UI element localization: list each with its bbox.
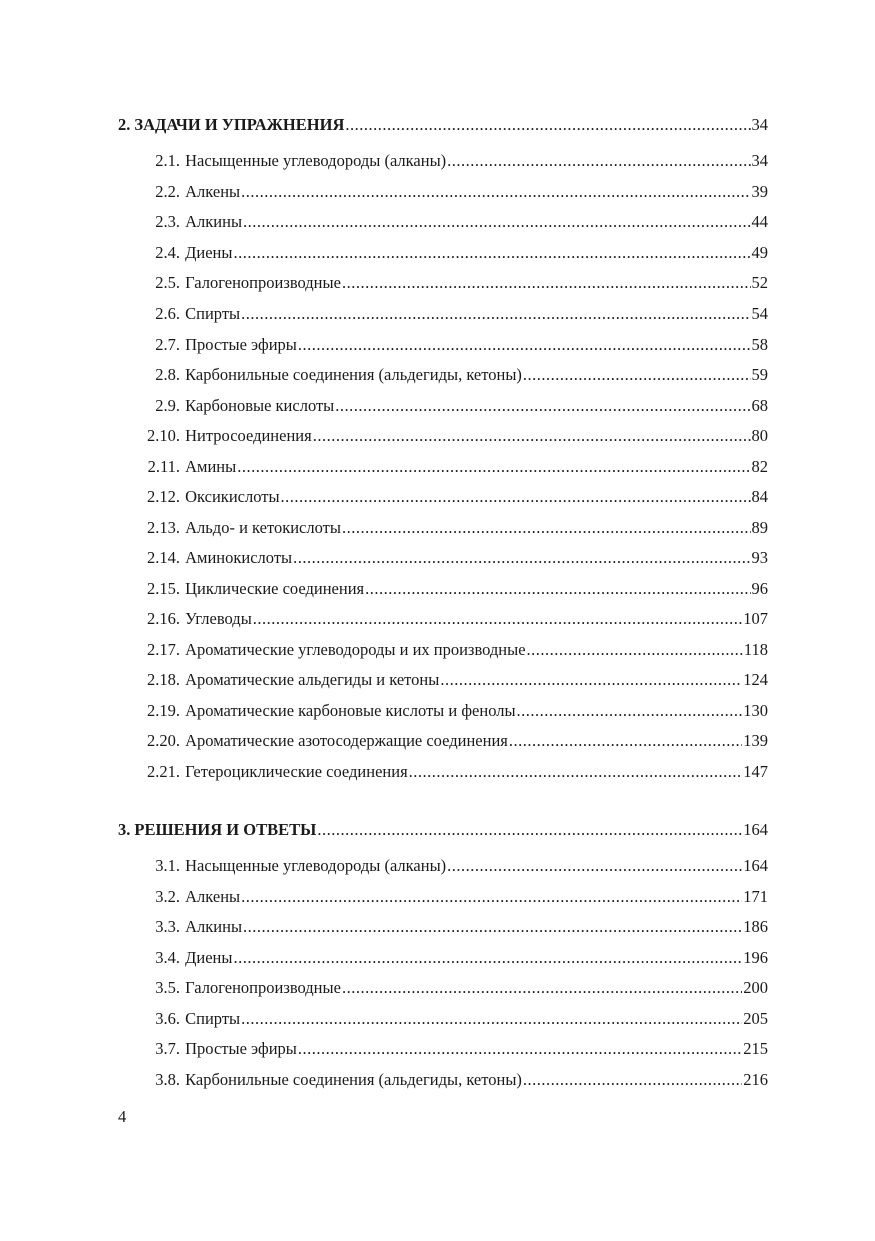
entry-title: Алкены	[185, 887, 241, 906]
dot-leader	[365, 578, 750, 600]
entry-number: 2.14.	[147, 548, 180, 567]
entry-title: Оксикислоты	[185, 487, 280, 506]
dot-leader	[237, 456, 750, 478]
entry-number: 2.3.	[155, 212, 180, 231]
dot-leader	[233, 947, 742, 969]
toc-entry	[118, 1069, 768, 1091]
entry-number: 2.12.	[147, 487, 180, 506]
entry-page: 200	[743, 978, 768, 997]
dot-leader	[509, 730, 742, 752]
dot-leader	[293, 547, 750, 569]
entry-title: Диены	[185, 243, 233, 262]
dot-leader	[342, 977, 742, 999]
entry-title: Карбоновые кислоты	[185, 396, 335, 415]
entry-title: Ароматические углеводороды и их производные	[185, 640, 526, 659]
entry-page: 52	[751, 273, 768, 292]
entry-page: 186	[743, 917, 768, 936]
entry-page: 82	[751, 457, 768, 476]
entry-page: 118	[743, 640, 768, 659]
entry-title: Циклические соединения	[185, 579, 365, 598]
toc-entry	[118, 947, 768, 969]
entry-page: 96	[751, 579, 768, 598]
toc-entry	[118, 334, 768, 356]
dot-leader	[409, 761, 743, 783]
dot-leader	[241, 886, 742, 908]
toc-entry	[118, 395, 768, 417]
dot-leader	[317, 819, 742, 841]
toc-entry	[118, 639, 768, 661]
section-title: РЕШЕНИЯ И ОТВЕТЫ	[134, 820, 317, 839]
entry-page: 44	[751, 212, 768, 231]
toc-entry	[118, 669, 768, 691]
dot-leader	[342, 517, 751, 539]
toc-entry	[118, 150, 768, 172]
toc-entry	[118, 181, 768, 203]
entry-number: 2.1.	[155, 151, 180, 170]
dot-leader	[447, 150, 750, 172]
entry-page: 164	[743, 856, 768, 875]
section-title: ЗАДАЧИ И УПРАЖНЕНИЯ	[134, 115, 345, 134]
dot-leader	[440, 669, 742, 691]
entry-number: 2.8.	[155, 365, 180, 384]
entry-title: Ароматические карбоновые кислоты и фенолы	[185, 701, 516, 720]
dot-leader	[345, 114, 750, 136]
dot-leader	[342, 272, 751, 294]
entry-number: 2.21.	[147, 762, 180, 781]
entry-page: 54	[751, 304, 768, 323]
entry-number: 2.17.	[147, 640, 180, 659]
entry-page: 215	[743, 1039, 768, 1058]
toc-entry	[118, 456, 768, 478]
entry-page: 93	[751, 548, 768, 567]
toc-entry	[118, 486, 768, 508]
toc-entry	[118, 242, 768, 264]
entry-page: 216	[743, 1070, 768, 1089]
toc-entry	[118, 730, 768, 752]
dot-leader	[253, 608, 742, 630]
entry-title: Спирты	[185, 304, 241, 323]
entry-page: 205	[743, 1009, 768, 1028]
entry-page: 34	[751, 151, 768, 170]
dot-leader	[241, 1008, 742, 1030]
entry-page: 68	[751, 396, 768, 415]
dot-leader	[281, 486, 751, 508]
toc-entry	[118, 272, 768, 294]
entry-page: 124	[743, 670, 768, 689]
entry-page: 84	[751, 487, 768, 506]
section-page: 164	[743, 820, 768, 839]
toc-entry	[118, 855, 768, 877]
entry-number: 2.11.	[147, 457, 180, 476]
entry-title: Спирты	[185, 1009, 241, 1028]
entry-page: 196	[743, 948, 768, 967]
toc-section-heading	[118, 819, 768, 841]
toc-entry	[118, 547, 768, 569]
toc-entry	[118, 916, 768, 938]
toc-entry	[118, 578, 768, 600]
entry-title: Алкины	[185, 212, 243, 231]
entry-number: 3.3.	[155, 917, 180, 936]
dot-leader	[241, 181, 750, 203]
entry-page: 49	[751, 243, 768, 262]
toc-entry	[118, 1038, 768, 1060]
toc-entry	[118, 886, 768, 908]
entry-title: Алкены	[185, 182, 241, 201]
entry-title: Гетероциклические соединения	[185, 762, 408, 781]
section-number: 3.	[118, 820, 131, 839]
entry-page: 107	[743, 609, 768, 628]
entry-number: 2.18.	[147, 670, 180, 689]
dot-leader	[447, 855, 742, 877]
entry-number: 3.2.	[155, 887, 180, 906]
toc-entry	[118, 977, 768, 999]
dot-leader	[523, 364, 751, 386]
entry-title: Простые эфиры	[185, 1039, 297, 1058]
dot-leader	[298, 1038, 742, 1060]
entry-number: 2.6.	[155, 304, 180, 323]
entry-number: 3.1.	[155, 856, 180, 875]
dot-leader	[298, 334, 751, 356]
entry-page: 89	[751, 518, 768, 537]
entry-title: Углеводы	[185, 609, 252, 628]
toc-section-heading	[118, 114, 768, 136]
toc-entry	[118, 517, 768, 539]
entry-title: Амины	[185, 457, 237, 476]
entry-page: 171	[743, 887, 768, 906]
section-page: 34	[751, 115, 768, 134]
entry-title: Галогенопроизводные	[185, 273, 341, 292]
dot-leader	[243, 211, 750, 233]
entry-number: 2.20.	[147, 731, 180, 750]
entry-title: Насыщенные углеводороды (алканы)	[185, 856, 447, 875]
entry-number: 2.7.	[155, 335, 180, 354]
dot-leader	[233, 242, 750, 264]
dot-leader	[243, 916, 742, 938]
entry-number: 2.5.	[155, 273, 180, 292]
toc-entry	[118, 303, 768, 325]
entry-number: 3.5.	[155, 978, 180, 997]
entry-title: Алкины	[185, 917, 243, 936]
entry-title: Диены	[185, 948, 233, 967]
dot-leader	[241, 303, 750, 325]
entry-page: 147	[743, 762, 768, 781]
dot-leader	[527, 639, 743, 661]
entry-number: 3.8.	[155, 1070, 180, 1089]
entry-page: 139	[743, 731, 768, 750]
entry-number: 3.7.	[155, 1039, 180, 1058]
entry-title: Альдо- и кетокислоты	[185, 518, 341, 537]
entry-title: Насыщенные углеводороды (алканы)	[185, 151, 447, 170]
dot-leader	[335, 395, 750, 417]
toc-entry	[118, 425, 768, 447]
entry-number: 2.16.	[147, 609, 180, 628]
toc-entry	[118, 761, 768, 783]
entry-page: 80	[751, 426, 768, 445]
entry-title: Аминокислоты	[185, 548, 293, 567]
toc-entry	[118, 364, 768, 386]
entry-number: 2.2.	[155, 182, 180, 201]
entry-title: Ароматические азотосодержащие соединения	[185, 731, 508, 750]
entry-title: Простые эфиры	[185, 335, 297, 354]
entry-title: Карбонильные соединения (альдегиды, кетоны)	[185, 1070, 522, 1089]
toc-entry	[118, 1008, 768, 1030]
entry-number: 2.9.	[155, 396, 180, 415]
entry-title: Карбонильные соединения (альдегиды, кетоны)	[185, 365, 522, 384]
toc-entry	[118, 608, 768, 630]
section-number: 2.	[118, 115, 131, 134]
page-number: 4	[118, 1107, 127, 1126]
entry-number: 3.4.	[155, 948, 180, 967]
entry-number: 2.19.	[147, 701, 180, 720]
entry-title: Нитросоединения	[185, 426, 312, 445]
entry-number: 2.13.	[147, 518, 180, 537]
dot-leader	[523, 1069, 742, 1091]
entry-number: 2.10.	[147, 426, 180, 445]
entry-number: 2.4.	[155, 243, 180, 262]
toc-entry	[118, 700, 768, 722]
toc-entry	[118, 211, 768, 233]
dot-leader	[313, 425, 751, 447]
entry-page: 59	[751, 365, 768, 384]
entry-number: 2.15.	[147, 579, 180, 598]
entry-title: Ароматические альдегиды и кетоны	[185, 670, 440, 689]
entry-page: 58	[751, 335, 768, 354]
entry-title: Галогенопроизводные	[185, 978, 341, 997]
dot-leader	[517, 700, 743, 722]
entry-number: 3.6.	[155, 1009, 180, 1028]
entry-page: 130	[743, 701, 768, 720]
entry-page: 39	[751, 182, 768, 201]
